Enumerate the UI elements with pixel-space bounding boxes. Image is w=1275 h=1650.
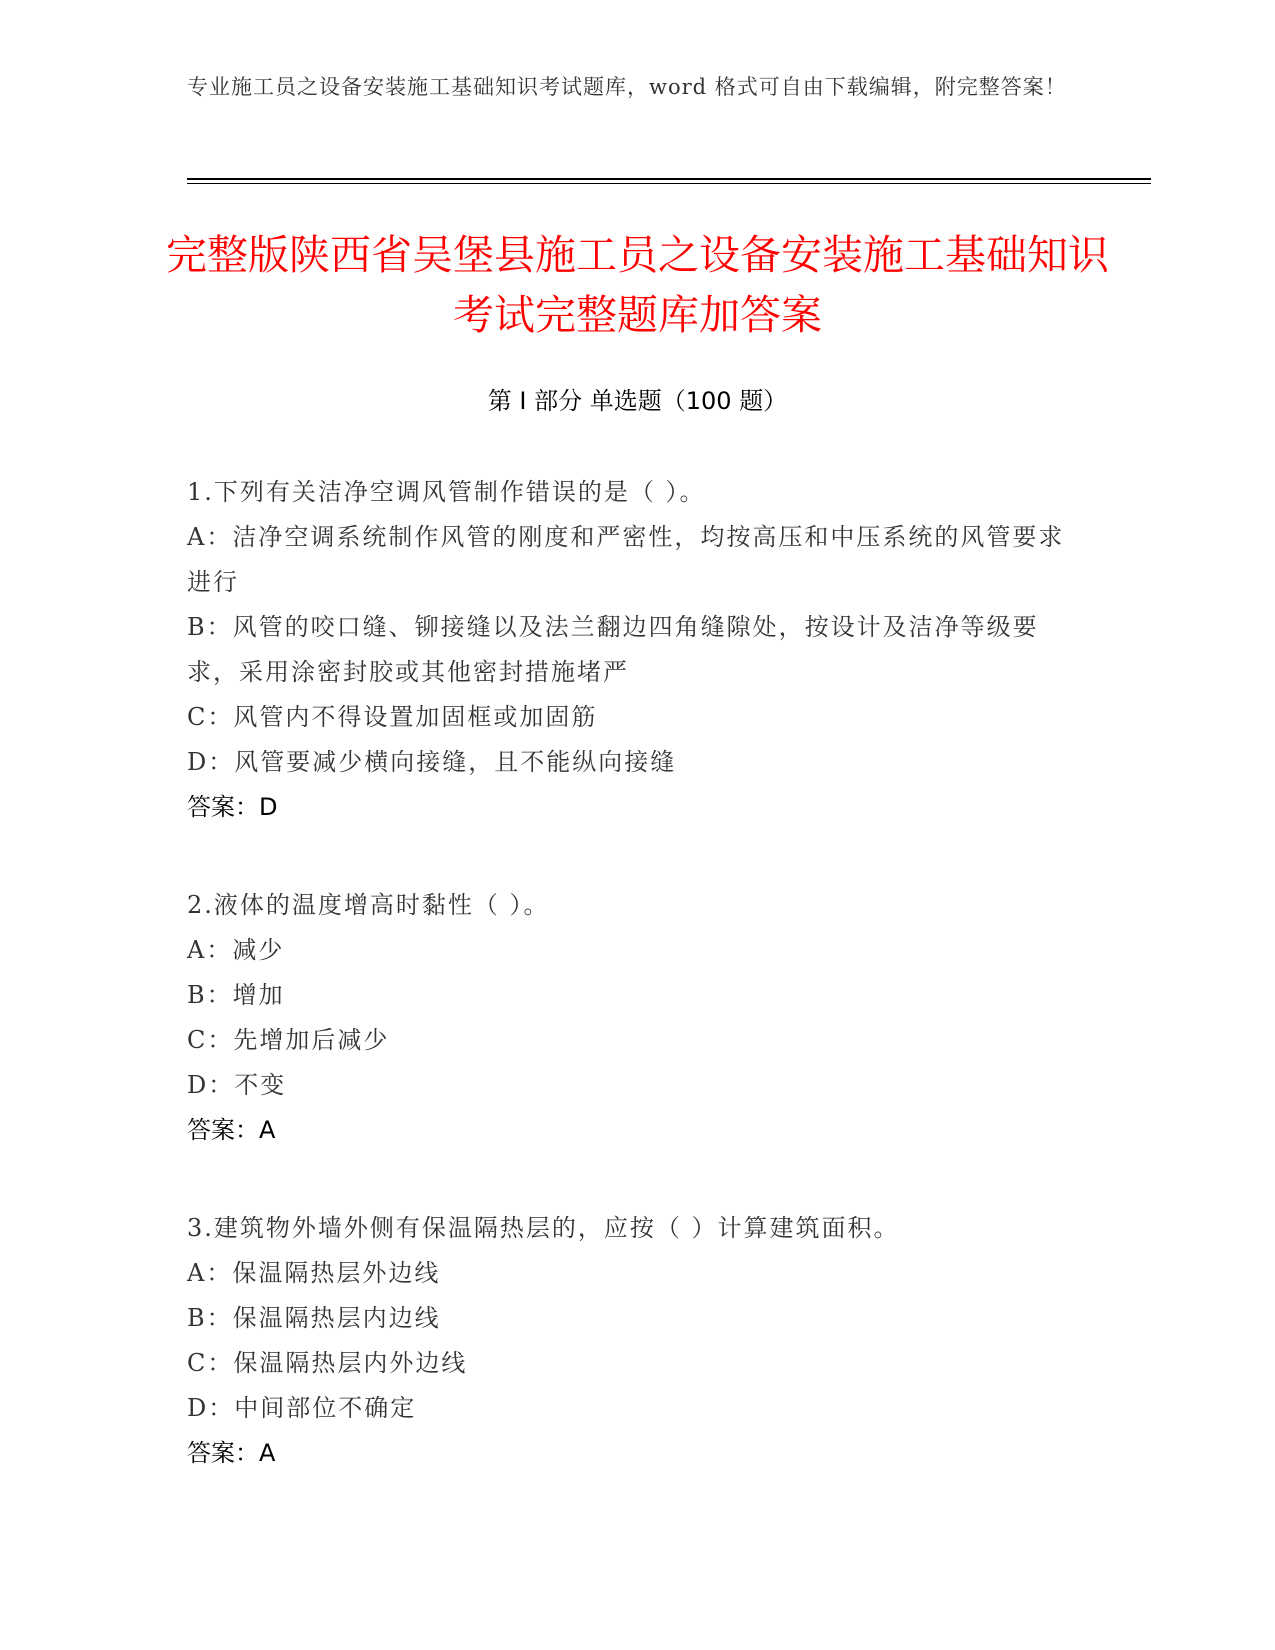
header-note: 专业施工员之设备安装施工基础知识考试题库，word 格式可自由下载编辑，附完整答案！ bbox=[187, 75, 1067, 99]
question-2 bbox=[187, 883, 1087, 1153]
option-c: C：先增加后减少 bbox=[187, 1026, 390, 1054]
option-b: B：保温隔热层内边线 bbox=[187, 1304, 441, 1332]
option-a: A：洁净空调系统制作风管的刚度和严密性，均按高压和中压系统的风管要求进行 bbox=[187, 523, 1065, 596]
option-b: B：风管的咬口缝、铆接缝以及法兰翻边四角缝隙处，按设计及洁净等级要求，采用涂密封胶或其他密封措施堵严 bbox=[187, 613, 1039, 686]
option-c: C：风管内不得设置加固框或加固筋 bbox=[187, 703, 598, 731]
option-d: D：中间部位不确定 bbox=[187, 1394, 417, 1422]
option-a: A：保温隔热层外边线 bbox=[187, 1259, 441, 1287]
section-title: 第 I 部分 单选题（100 题） bbox=[487, 387, 788, 415]
answer: 答案：A bbox=[187, 1439, 276, 1467]
option-d: D：不变 bbox=[187, 1071, 287, 1099]
question-stem: 1.下列有关洁净空调风管制作错误的是（ ）。 bbox=[187, 478, 706, 506]
header-divider-thin bbox=[187, 183, 1151, 184]
option-b: B：增加 bbox=[187, 981, 285, 1009]
option-a: A：减少 bbox=[187, 936, 285, 964]
question-stem: 3.建筑物外墙外侧有保温隔热层的，应按（ ）计算建筑面积。 bbox=[187, 1214, 900, 1242]
option-d: D：风管要减少横向接缝，且不能纵向接缝 bbox=[187, 748, 677, 776]
option-c: C：保温隔热层内外边线 bbox=[187, 1349, 468, 1377]
header-divider-thick bbox=[187, 178, 1151, 180]
document-title: 完整版陕西省吴堡县施工员之设备安装施工基础知识考试完整题库加答案 bbox=[166, 231, 1109, 339]
answer: 答案：A bbox=[187, 1116, 276, 1144]
question-1 bbox=[187, 470, 1087, 830]
question-3 bbox=[187, 1206, 1087, 1476]
question-list bbox=[187, 470, 1087, 1529]
question-stem: 2.液体的温度增高时黏性（ ）。 bbox=[187, 891, 550, 919]
answer: 答案：D bbox=[187, 793, 278, 821]
